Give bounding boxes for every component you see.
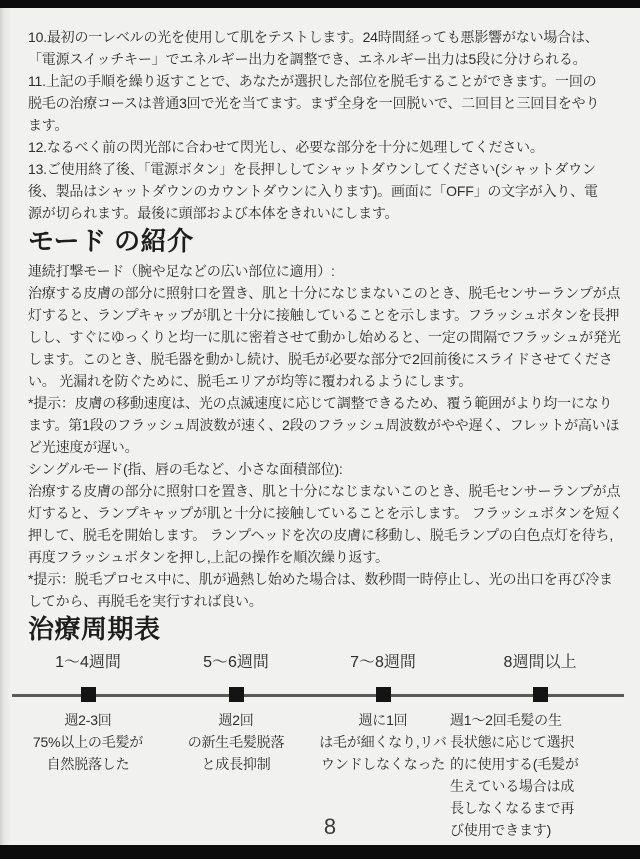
timeline-description-line: は毛が細くなり,リバ	[319, 734, 447, 750]
text-line: 10.最初の一レベルの光を使用して肌をテストします。24時間経っても悪影響がない場合は、	[28, 29, 599, 45]
text-line: *提示：脱毛プロセス中に、肌が過熱し始めた場合は、数秒間一時停止し、光の出口を再び冷ま	[28, 571, 613, 587]
text-line: しし、すぐにゆっくりと均一に肌に密着させて動かし始めると、一定の間隔でフラッシュが発光	[28, 329, 621, 345]
timeline-description-line: 週2-3回	[64, 712, 112, 728]
timeline-description-line: 長状態に応じて選択	[450, 734, 575, 750]
text-line: 「電源スイッチキー」でエネルギー出力を調整でき、エネルギー出力は5段に分けられる。	[28, 51, 587, 67]
text-line: 13.ご使用終了後、「電源ボタン」を長押ししてシャットダウンしてください(シャットダウン	[28, 161, 596, 177]
timeline-period-label: 1～4週間	[55, 654, 121, 671]
timeline-description-line: 的に使用する(毛髪が	[450, 756, 579, 772]
timeline-description-line: 自然脱落した	[46, 756, 130, 772]
timeline-description	[307, 709, 459, 775]
timeline-stage-3	[307, 650, 459, 775]
text-line: 12.なるべく前の閃光部に合わせて閃光し、必要な部分を十分に処理してください。	[28, 139, 544, 155]
timeline-description-line: 週に1回	[358, 712, 408, 728]
page-number: 8	[323, 814, 337, 839]
timeline-marker-icon	[533, 687, 548, 702]
timeline-description-line: ウンドしなくなった	[320, 756, 446, 772]
text-line: シングルモード(指、唇の毛など、小さな面積部位):	[28, 461, 343, 477]
timeline-marker-icon	[229, 687, 244, 702]
timeline-stage-4	[450, 650, 630, 841]
timeline-description-line: と成長抑制	[201, 756, 271, 772]
text-line: 治療する皮膚の部分に照射口を置き、肌と十分になじまないこのとき、脱毛センサーランプが点	[28, 483, 621, 499]
text-line: 源が切られます。最後に頭部および本体をきれいにします。	[28, 205, 399, 221]
text-line: 治療する皮膚の部分に照射口を置き、肌と十分になじまないこのとき、脱毛センサーランプが点	[28, 285, 621, 301]
treatment-cycle-heading: 治療周期表	[28, 614, 161, 644]
text-line: 脱毛の治療コースは普通3回で光を当てます。まず全身を一回脱いで、二回目と三回目をやり	[28, 95, 600, 111]
bottom-black-bar	[0, 845, 640, 859]
timeline-description-line: の新生毛髪脱落	[187, 734, 285, 750]
timeline-description	[166, 709, 306, 775]
text-line: ます。	[28, 117, 69, 133]
text-line: 灯すると、ランプキャップが肌と十分に接触していることを示します。 フラッシュボタンを短く	[28, 505, 623, 521]
timeline-stage-1	[17, 650, 159, 775]
top-black-bar	[0, 0, 640, 8]
text-line: 灯すると、ランプキャップが肌と十分に接触していることを示します。フラッシュボタンを長押	[28, 307, 620, 323]
timeline-description-line: 生えている場合は成	[450, 778, 575, 794]
timeline-stage-2	[166, 650, 306, 775]
text-line: します。このとき、脱毛器を動かし続け、脱毛が必要な部分で2回前後にスライドさせてくださ	[28, 351, 613, 367]
timeline-description-line: 75%以上の毛髪が	[32, 734, 144, 750]
timeline-marker-icon	[376, 687, 391, 702]
timeline-description-line: 週2回	[218, 712, 254, 728]
timeline-description-line: び使用できます)	[450, 822, 552, 838]
text-line: 押して、脱毛を開始します。 ランプヘッドを次の皮膚に移動し、脱毛ランプの白色点灯を待ち,	[28, 527, 614, 543]
mode-section-body	[28, 260, 626, 612]
timeline-description-line: 週1～2回毛髪の生	[450, 712, 562, 728]
mode-section-heading: モード の紹介	[28, 226, 194, 256]
text-line: ど光速度が遅い。	[28, 439, 139, 455]
timeline-period-label: 7～8週間	[350, 654, 416, 671]
numbered-instructions	[28, 26, 626, 224]
text-line: *提示：皮膚の移動速度は、光の点滅速度に応じて調整できるため、覆う範囲がより均一になり	[28, 395, 613, 411]
text-line: 11.上記の手順を繰り返すことで、あなたが選択した部位を脱毛することができます。一回の	[28, 73, 597, 89]
timeline-marker-icon	[81, 687, 96, 702]
text-line: ます。第1段のフラッシュ周波数が速く、2段のフラッシュ周波数がやや遅く、フレットが高いほ	[28, 417, 620, 433]
text-line: 再度フラッシュボタンを押し,上記の操作を順次繰り返す。	[28, 549, 389, 565]
timeline-description	[17, 709, 159, 775]
text-line: してから、再脱毛を実行すれば良い。	[28, 593, 263, 609]
timeline-description-line: 長しなくなるまで再	[450, 800, 575, 816]
timeline-period-label: 5～6週間	[203, 654, 269, 671]
text-line: 後、製品はシャットダウンのカウントダウンに入ります)。画面に「OFF」の文字が入り、電	[28, 183, 598, 199]
text-line: 連続打撃モード（腕や足などの広い部位に適用）:	[28, 263, 335, 279]
timeline-period-label: 8週間以上	[503, 654, 577, 671]
text-line: い。 光漏れを防ぐために、脱毛エリアが均等に覆われるようにします。	[28, 373, 473, 389]
